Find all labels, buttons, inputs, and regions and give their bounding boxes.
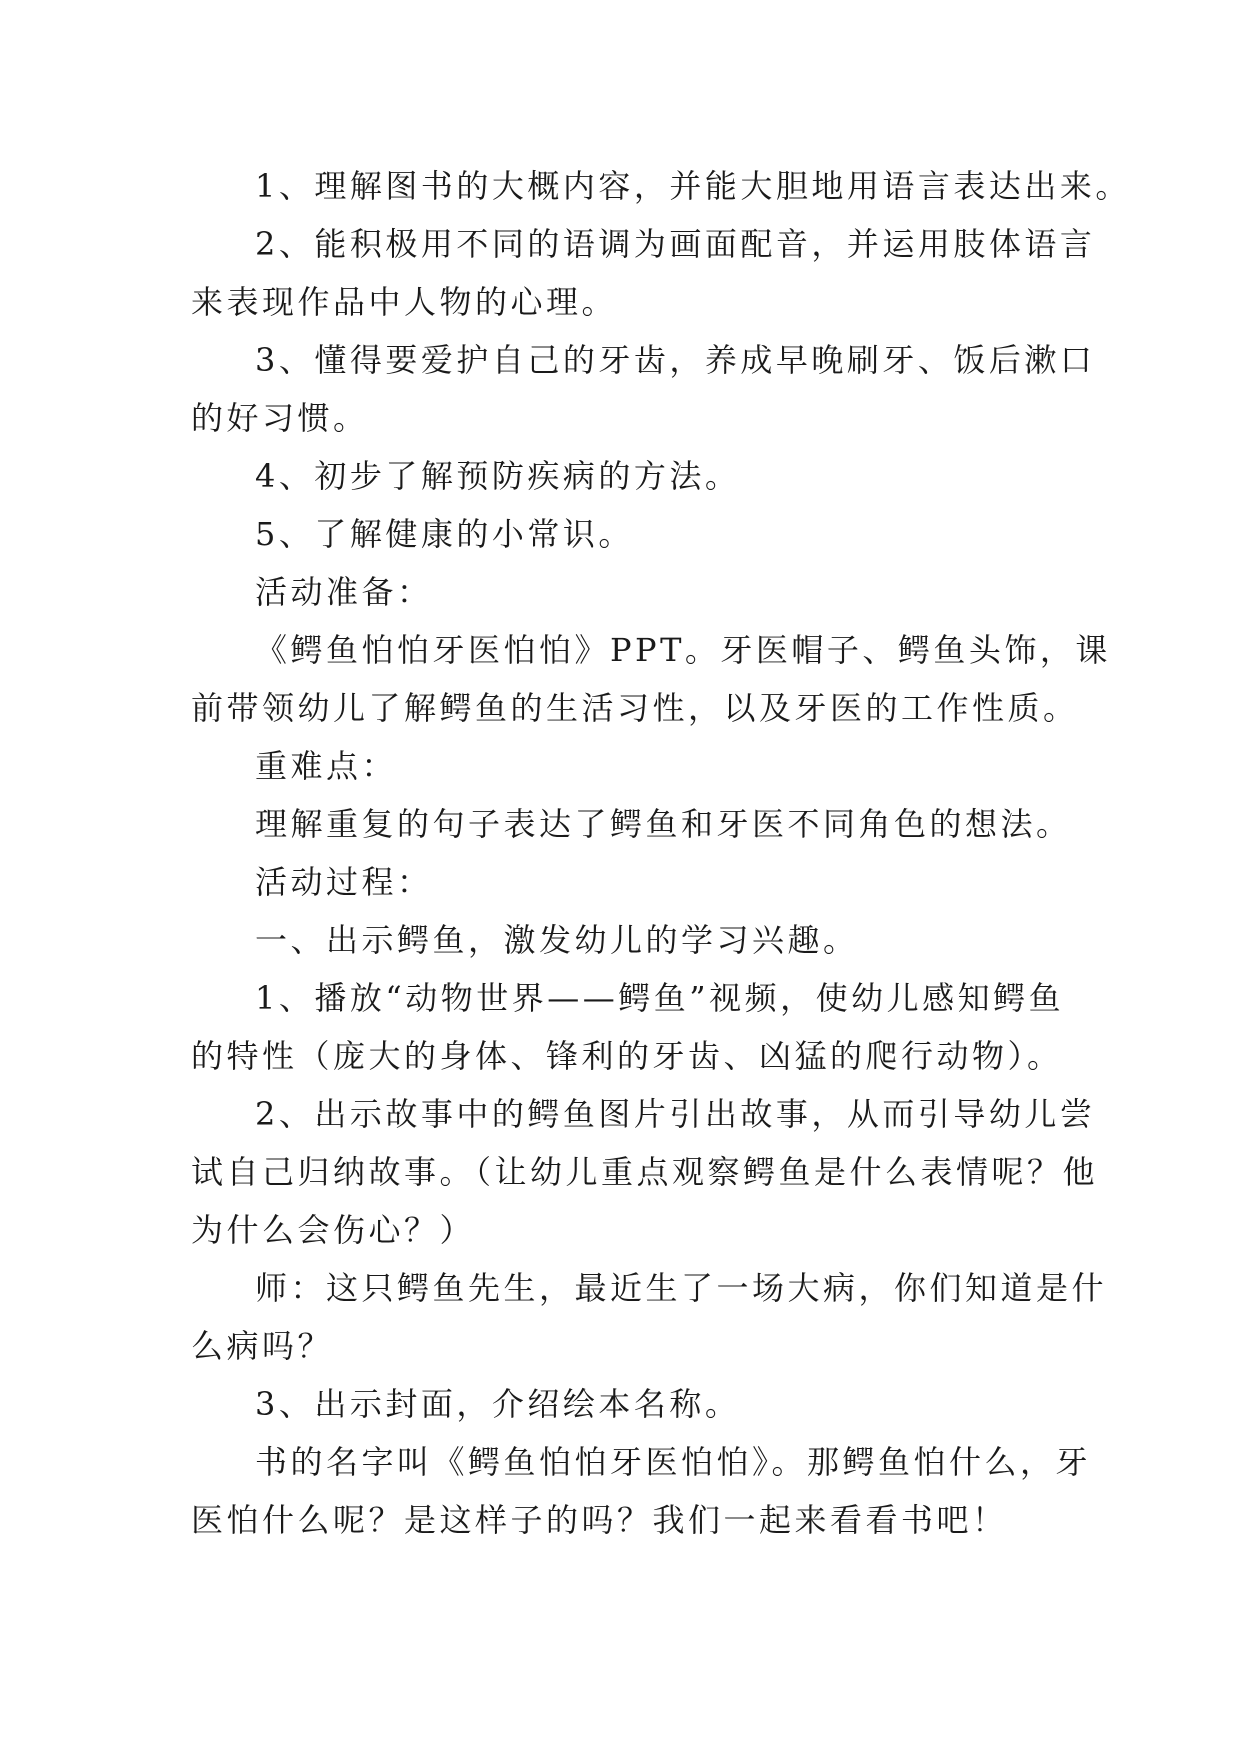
text-line: 1、理解图书的大概内容，并能大胆地用语言表达出来。 [255, 167, 1131, 205]
section-heading-key-points [191, 737, 1061, 795]
paragraph-step-one [191, 911, 1061, 969]
text-line: 活动过程： [255, 863, 433, 901]
paragraph-preparation [191, 621, 1111, 737]
paragraph-step-2 [191, 1085, 1099, 1259]
text-line: 《鳄鱼怕怕牙医怕怕》PPT。牙医帽子、鳄鱼头饰，课 [255, 631, 1111, 669]
text-line: 师：这只鳄鱼先生，最近生了一场大病，你们知道是什 [255, 1269, 1108, 1307]
text-line: 的特性（庞大的身体、锋利的牙齿、凶猛的爬行动物）。 [191, 1037, 1063, 1075]
text-line: 么病吗？ [191, 1327, 334, 1365]
paragraph-objective-5 [191, 505, 1061, 563]
text-line: 2、能积极用不同的语调为画面配音，并运用肢体语言 [255, 225, 1096, 263]
text-line: 4、初步了解预防疾病的方法。 [255, 457, 741, 495]
text-line: 活动准备： [255, 573, 433, 611]
paragraph-objective-2 [191, 215, 1096, 331]
section-heading-process [191, 853, 1061, 911]
text-line: 试自己归纳故事。（让幼儿重点观察鳄鱼是什么表情呢？他 [191, 1153, 1099, 1191]
text-line: 前带领幼儿了解鳄鱼的生活习性，以及牙医的工作性质。 [191, 689, 1079, 727]
text-line: 理解重复的句子表达了鳄鱼和牙医不同角色的想法。 [255, 805, 1072, 843]
paragraph-step-1 [191, 969, 1065, 1085]
text-line: 5、了解健康的小常识。 [255, 515, 634, 553]
text-line: 来表现作品中人物的心理。 [191, 283, 618, 321]
paragraph-step-3 [191, 1375, 1061, 1433]
section-heading-preparation [191, 563, 1061, 621]
text-line: 1、播放“动物世界——鳄鱼”视频，使幼儿感知鳄鱼 [255, 979, 1065, 1017]
paragraph-key-points [191, 795, 1072, 853]
paragraph-book-name [191, 1433, 1092, 1549]
paragraph-teacher-dialogue [191, 1259, 1108, 1375]
paragraph-objective-4 [191, 447, 1061, 505]
text-line: 重难点： [255, 747, 398, 785]
text-line: 3、出示封面，介绍绘本名称。 [255, 1385, 741, 1423]
text-line: 3、懂得要爱护自己的牙齿，养成早晚刷牙、饭后漱口 [255, 341, 1096, 379]
text-line: 书的名字叫《鳄鱼怕怕牙医怕怕》。那鳄鱼怕什么，牙 [255, 1443, 1092, 1481]
paragraph-objective-3 [191, 331, 1096, 447]
paragraph-objective-1 [191, 157, 1131, 215]
document-body [191, 157, 1131, 1549]
text-line: 2、出示故事中的鳄鱼图片引出故事，从而引导幼儿尝 [255, 1095, 1096, 1133]
text-line: 为什么会伤心？） [191, 1211, 476, 1249]
text-line: 的好习惯。 [191, 399, 369, 437]
text-line: 一、出示鳄鱼，激发幼儿的学习兴趣。 [255, 921, 859, 959]
text-line: 医怕什么呢？是这样子的吗？我们一起来看看书吧！ [191, 1501, 1008, 1539]
